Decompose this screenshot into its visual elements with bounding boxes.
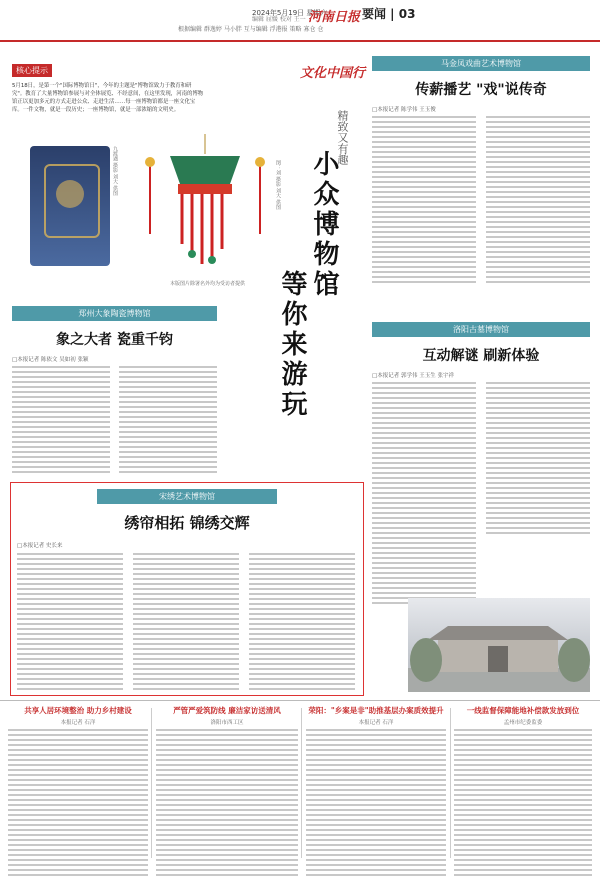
bottom-headline: 荣阳："乡案是非"助推基层办案质效提升 (308, 706, 444, 715)
bottom-body (306, 729, 446, 876)
article-embroidery-museum (10, 482, 364, 696)
bottom-byline: 本报记者 石洋 (60, 720, 96, 726)
bottom-body (8, 729, 148, 876)
article-opera-museum (372, 56, 590, 296)
embroidered-robe-image (30, 146, 110, 266)
bottom-body (156, 729, 298, 876)
article-body-left (372, 116, 476, 283)
intro-tag: 核心提示 (12, 64, 52, 77)
bottom-byline: 洛阳市西工区 (210, 720, 244, 726)
bottom-headline: 严管严爱筑防线 廉洁家访送清风 (173, 706, 281, 715)
article-bar: 宋绣艺术博物馆 (97, 489, 277, 504)
article-body-left (12, 366, 110, 473)
feature-title (218, 60, 368, 480)
article-headline: 象之大者 瓷重千钧 (56, 332, 173, 348)
column-divider (301, 708, 302, 858)
article-byline: □本报记者 史长来 (17, 543, 63, 549)
feature-title-line1: 小众博物馆 (309, 150, 339, 300)
dateline: 2024年5月19日 星期六 (252, 9, 328, 17)
page-header (0, 0, 600, 42)
article-body-right (486, 382, 590, 534)
article-bar: 马金凤戏曲艺术博物馆 (372, 56, 590, 71)
article-byline: □本报记者 陈学伟 王玉俊 (372, 107, 436, 113)
feature-title-line2: 等你来游玩 (277, 270, 307, 420)
bottom-article-1 (8, 705, 148, 863)
bottom-byline: 本报记者 石洋 (358, 720, 394, 726)
article-byline: □本报记者 郭学伟 王玉生 张宇祥 (372, 373, 454, 379)
tomb-museum-photo (408, 598, 590, 692)
bottom-article-2 (156, 705, 298, 863)
article-tomb-museum (372, 322, 590, 604)
article-bar: 洛阳古墓博物馆 (372, 322, 590, 337)
section-title: 要闻 | 03 (362, 7, 416, 21)
photo-credit-right: 图：刘 摄影 刘大 供图 (275, 160, 281, 210)
article-headline: 传薪播艺 "戏"说传奇 (415, 82, 547, 98)
editor-credits: 根据编辑 群逸婷 马小胖 互与编辑 浮港报 策略 寡仓 仓 (178, 26, 324, 33)
bottom-article-3 (306, 705, 446, 863)
photo-credit-left: 九渡遇 摄影 刘大 供图 (112, 146, 118, 196)
pagoda-image (408, 598, 590, 692)
article-body-right (486, 116, 590, 283)
article-headline: 互动解谜 刷新体验 (422, 348, 540, 364)
bottom-headline: 一线监督保障能地补偿款发放到位 (466, 706, 580, 715)
intro-text: 5月18日，是第一个"国际博物馆日"，今年的主题是"博物馆致力于教育和研究"。教育了大量博物馆参展与对全体展览、不经意间，在这里发现，河南的博物馆正以更加多元的方式走进公众、走进生活……每一座博物馆都是一座文化宝库。一件文物，就是一段历史；一座博物馆，就是一部浓缩的文明史。 (12, 83, 204, 113)
bottom-article-4 (454, 705, 592, 863)
bottom-byline: 孟州市纪委监委 (503, 720, 543, 726)
article-body-left (372, 382, 476, 604)
column-divider (151, 708, 152, 858)
article-body-right (119, 366, 217, 473)
article-body (11, 553, 363, 690)
editor-line: 编辑 屈媛 校对 王一 (252, 16, 306, 23)
bottom-headline: 共享人居环境整治 助力乡村建设 (24, 706, 132, 715)
article-ceramics-museum (12, 306, 217, 473)
photo-caption: 本版图片除署名外均为受访者提供 (170, 281, 246, 287)
article-bar: 郑州大象陶瓷博物馆 (12, 306, 217, 321)
newspaper-logo: 河南日报 (308, 10, 361, 25)
article-headline: 绣帘相拓 锦绣交辉 (124, 514, 250, 532)
article-byline: □本报记者 陈依文 吴如初 张颖 (12, 357, 89, 363)
feature-kicker: 精致又有趣 (336, 110, 349, 165)
column-divider (450, 708, 451, 858)
series-logo: 文化中国行 (300, 66, 366, 81)
bottom-body (454, 729, 592, 876)
bottom-news-row (0, 700, 600, 868)
